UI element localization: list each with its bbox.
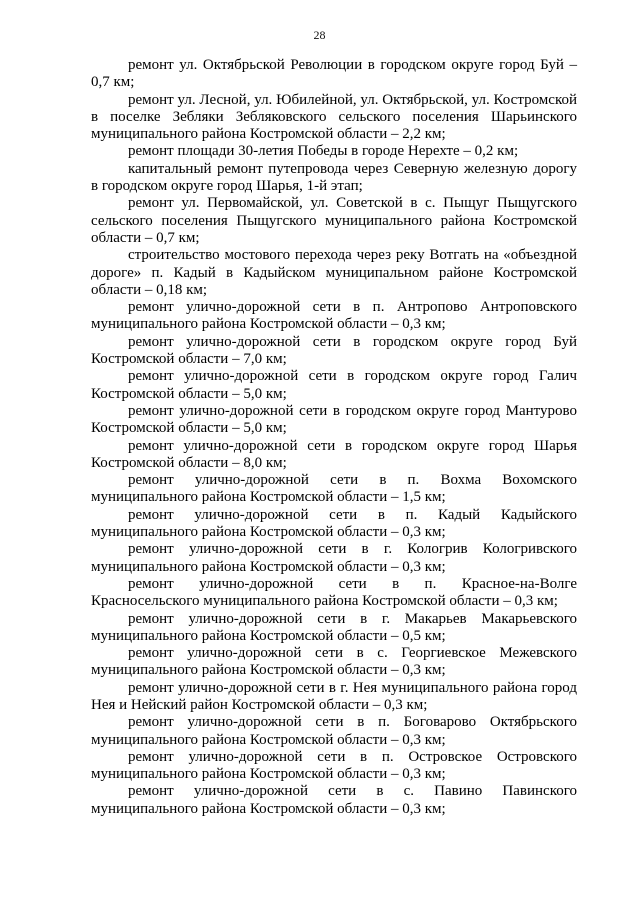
paragraph: ремонт улично-дорожной сети в г. Нея муниципального района город Нея и Нейский район Костромской области – 0,3 км; (91, 679, 577, 713)
paragraph: ремонт площади 30-летия Победы в городе Нерехте – 0,2 км; (128, 143, 519, 160)
paragraph: ремонт улично-дорожной сети в п. Боговарово Октябрьского муниципального района Костромской области – 0,3 км; (91, 714, 577, 748)
paragraph: ремонт улично-дорожной сети в городском округе город Мантурово Костромской области – 5,0 км; (91, 402, 577, 437)
paragraph: ремонт ул. Октябрьской Революции в городском округе город Буй – 0,7 км; (91, 57, 577, 91)
paragraph: ремонт улично-дорожной сети в г. Кологрив Кологривского муниципального района Костромской области – 0,3 км; (91, 541, 577, 575)
paragraph: ремонт улично-дорожной сети в городском округе город Буй Костромской области – 7,0 км; (91, 333, 577, 368)
paragraph: ремонт улично-дорожной сети в п. Красное-на-Волге Красносельского муниципального района Костромской области – 0,3 км; (91, 575, 577, 610)
paragraph: ремонт улично-дорожной сети в с. Георгиевское Межевского муниципального района Костромской области – 0,3 км; (91, 645, 577, 679)
paragraph: ремонт улично-дорожной сети в п. Кадый Кадыйского муниципального района Костромской области – 0,3 км; (91, 506, 577, 541)
paragraph: ремонт улично-дорожной сети в г. Макарьев Макарьевского муниципального района Костромской области – 0,5 км; (91, 610, 577, 644)
paragraph: ремонт улично-дорожной сети в п. Островское Островского муниципального района Костромской области – 0,3 км; (91, 748, 577, 783)
paragraph: ремонт улично-дорожной сети в городском округе город Шарья Костромской области – 8,0 км; (91, 437, 577, 471)
page-number: 28 (313, 28, 326, 42)
paragraph: ремонт ул. Первомайской, ул. Советской в с. Пыщуг Пыщугского сельского поселения Пыщугского муниципального района Костромской области – 0,7 км; (91, 195, 577, 246)
paragraph: строительство мостового перехода через реку Вотгать на «объездной дороге» п. Кадый в Кадыйском муниципальном районе Костромской области – 0,18 км; (91, 247, 577, 298)
paragraph: ремонт улично-дорожной сети в с. Павино Павинского муниципального района Костромской области – 0,3 км; (91, 783, 577, 817)
paragraph: капитальный ремонт путепровода через Северную железную дорогу в городском округе город Шарья, 1-й этап; (91, 160, 577, 195)
paragraph: ремонт ул. Лесной, ул. Юбилейной, ул. Октябрьской, ул. Костромской в поселке Зебляки Зебляковского сельского поселения Шарьинского муниципального района Костромской области – 2,2 км; (91, 91, 577, 143)
paragraph: ремонт улично-дорожной сети в городском округе город Галич Костромской области – 5,0 км; (91, 368, 577, 402)
paragraph: ремонт улично-дорожной сети в п. Вохма Вохомского муниципального района Костромской области – 1,5 км; (91, 472, 577, 506)
paragraph: ремонт улично-дорожной сети в п. Антропово Антроповского муниципального района Костромской области – 0,3 км; (91, 299, 577, 333)
document-body (91, 57, 577, 818)
